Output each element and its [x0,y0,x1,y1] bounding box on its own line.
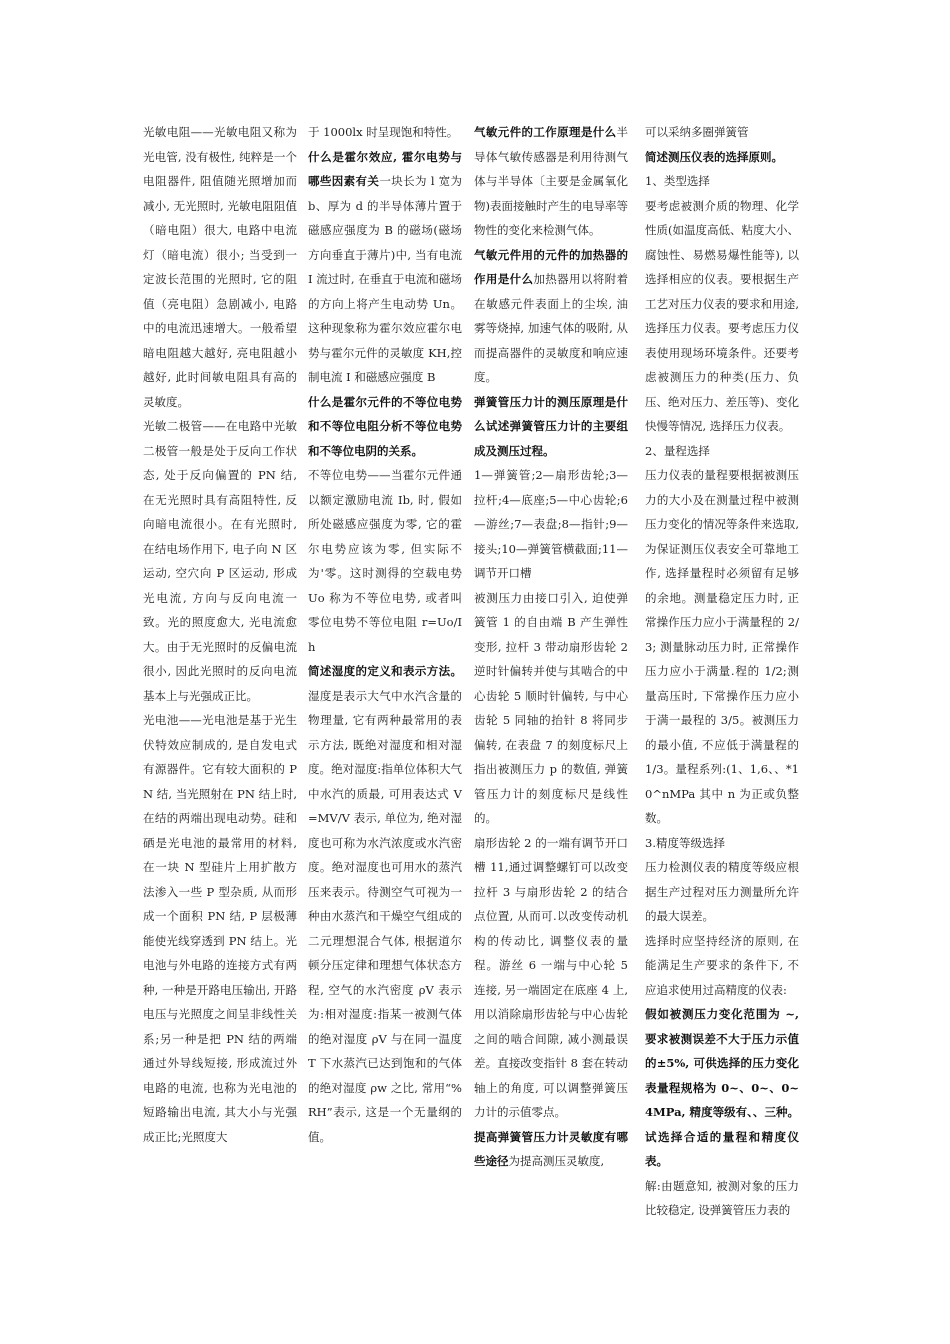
paragraph-text: 1、类型选择 [645,174,710,188]
paragraph [645,463,799,831]
text-column-2 [308,120,462,1149]
paragraph-text: 2、量程选择 [645,443,710,458]
question-heading: 简述测压仪表的选择原则。 [645,149,783,164]
paragraph [474,243,628,390]
paragraph [645,1002,799,1174]
paragraph [308,463,462,659]
paragraph-text: 压力检测仪表的精度等级应根据生产过程对压力测量所允许的最大误差。 [645,860,799,923]
paragraph-text: 3.精度等级选择 [645,835,725,850]
paragraph [645,929,799,1003]
question-heading: 弹簧管压力计的测压原理是什么试述弹簧管压力计的主要组成及测压过程。 [474,394,628,458]
paragraph-text: 要考虑被测介质的物理、化学性质(如温度高低、粘度大小、腐蚀性、易燃易爆性能等), 以选择相应的仪表。要根据生产工艺对压力仪表的要求和用途, 选择压力仪表。要考虑压力仪表使用现场环境条件。还要考虑被测压力的种类(压力、负压、绝对压力、差压等)、变化快慢等情况, 选择压力仪表。 [645,198,799,433]
paragraph-text: 可以采纳多圈弹簧管 [645,125,749,139]
paragraph [474,831,628,1125]
paragraph-text: 加热器用以将附着在敏感元件表面上的尘埃, 油雾等烧掉, 加速气体的吸附, 从而提高器件的灵敏度和响应速度。 [474,272,628,384]
paragraph [645,120,799,145]
paragraph-text: 光敏二极管——在电路中光敏二极管一般是处于反向工作状态, 处于反向偏置的 PN 结, 在无光照时具有高阻特性, 反向暗电流很小。在有光照时, 在结电场作用下, 电子向 N 区运动, 空穴向 P 区运动, 形成光电流, 方向与反向电流一致。光的照度愈大, 光电流愈大。由于无光照时的反偏电流很小, 因此光照时的反向电流基本上与光强成正比。 [143,419,297,703]
paragraph-text: 一块长为 l 宽为 b、厚为 d 的半导体薄片置于磁感应强度为 B 的磁场(磁场方向垂直于薄片)中, 当有电流 I 流过时, 在垂直于电流和磁场的方向上将产生电动势 Un。这种现象称为霍尔效应霍尔电势与霍尔元件的灵敏度 KH,控制电流 I 和磁感应强度 B [308,174,462,384]
paragraph [645,855,799,929]
question-heading: 提高弹簧管压力计灵敏度有哪些途径 [474,1129,628,1168]
paragraph [143,708,297,1149]
paragraph [308,120,462,145]
paragraph [645,831,799,856]
paragraph-text: 于 1000lx 时呈现饱和特性。 [308,125,459,139]
paragraph [308,659,462,1149]
paragraph [645,439,799,464]
question-heading: 简述湿度的定义和表示方法。 [308,664,462,678]
paragraph-text: 光电池——光电池是基于光生伏特效应制成的, 是自发电式有源器件。它有较大面积的 PN 结, 当光照射在 PN 结上时, 在结的两端出现电动势。硅和硒是光电池的最常用的材料, 在一块 N 型硅片上用扩散方法渗入一些 P 型杂质, 从而形成一个面积 PN 结, P 层极薄能使光线穿透到 PN 结上。光电池与外电路的连接方式有两种, 一种是开路电压输出, 开路电压与光照度之间呈非线性关系;另一种是把 PN 结的两端通过外导线短接, 形成流过外电路的电流, 也称为光电池的短路输出电流, 其大小与光强成正比;光照度大 [143,713,297,1144]
paragraph [645,1174,799,1223]
paragraph [474,120,628,243]
paragraph [143,414,297,708]
paragraph [474,586,628,831]
paragraph [308,145,462,390]
paragraph-text: 1—弹簧管;2—扇形齿轮;3—拉杆;4—底座;5—中心齿轮;6—游丝;7—表盘;8—指针;9—接头;10—弹簧管横截面;11—调节开口槽 [474,468,628,580]
paragraph-text: 半导体气敏传感器是利用待测气体与半导体〔主要是金属氧化物)表面接触时产生的电导率等物性的变化来检测气体。 [474,125,628,237]
paragraph [474,1125,628,1174]
paragraph-text: 扇形齿轮 2 的一端有调节开口槽 11,通过调整螺钉可以改变拉杆 3 与扇形齿轮 2 的结合点位置, 从而可.以改变传动机构的传动比, 调整仪表的量程。游丝 6 一端与中心轮 5 连接, 另一端固定在底座 4 上, 用以消除扇形齿轮与中心齿轮之间的啮合间隙, 减小测最误差。直接改变指针 8 套在转动轴上的角度, 可以调整弹簧压力计的示值零点。 [474,835,628,1119]
question-heading: 假如被测压力变化范围为 ~, 要求被测误差不大于压力示值的±5%, 可供选择的压力变化表量程规格为 0~、0~、0~4MPa, 精度等级有、、三种。试选择合适的量程和精度仪表。 [645,1007,799,1168]
paragraph [645,194,799,439]
paragraph [474,390,628,464]
text-column-4 [645,120,799,1223]
paragraph-text: 解:由题意知, 被测对象的压力比较稳定, 设弹簧管压力表的 [645,1178,799,1217]
question-heading: 什么是霍尔元件的不等位电势和不等位电阻分析不等位电势和不等位电阴的关系。 [308,394,462,458]
question-heading: 气敏元件用的元件的加热器的作用是什么 [474,247,628,286]
paragraph-text: 压力仪表的量程要根据被测压力的大小及在测量过程中被测压力变化的情况等条件来选取, 为保证测压仪表安全可靠地工作, 选择量程时必须留有足够的余地。测量稳定压力时, 正常操作压力应小于满量程的 2/3; 测量脉动压力时, 正常操作压力应小于满量.程的 1/2;测量高压时, 下常操作压力应小于满一最程的 3/5。被测压力的最小值, 不应低于满量程的 1/3。量程系列:(1、1,6、、*10^nMPa 其中 n 为正或负整数。 [645,468,799,825]
paragraph [474,463,628,586]
paragraph [308,390,462,464]
paragraph-text: 不等位电势——当霍尔元件通以额定激励电流 Ib, 时, 假如所处磁感应强度为零, 它的霍尔电势应该为零, 但实际不为'零。这时测得的空载电势 Uo 称为不等位电势, 或者叫零位电势不等位电阻 r=Uo/Ih [308,468,462,654]
paragraph-text: 为提高测压灵敏度, [508,1154,605,1168]
paragraph-text: 湿度是表示大气中水汽含量的物理量, 它有两种最常用的表示方法, 既绝对湿度和相对湿度。绝对湿度:指单位体积大气中水汽的质最, 可用表达式 V=MV/V 表示, 单位为, 绝对湿度也可称为水汽浓度或水汽密度。绝对湿度也可用水的蒸汽压来表示。待测空气可视为一种由水蒸汽和干燥空气组成的二元理想混合气体, 根据道尔顿分压定律和理想气体状态方程, 空气的水汽密度 ρV 表示为:相对湿度:指某一被测气体的绝对湿度 ρV 与在同一温度 T 下水蒸汽已达到饱和的气体的绝对湿度 ρw 之比, 常用“%RH”表示, 这是一个无量纲的值。 [308,688,462,1144]
paragraph [143,120,297,414]
paragraph [645,145,799,170]
question-heading: 气敏元件的工作原理是什么 [474,125,617,139]
text-column-1 [143,120,297,1149]
paragraph-text: 光敏电阻——光敏电阻又称为光电管, 没有极性, 纯粹是一个电阻器件, 阻值随光照增加而减小, 无光照时, 光敏电阻阻值（暗电阻）很大, 电路中电流灯（暗电流）很小; 当受到一定波长范围的光照时, 它的阻值（亮电阻）急剧减小, 电路中的电流迅速增大。一般希望暗电阻越大越好, 亮电阻越小越好, 此时间敏电阻具有高的灵敏度。 [143,125,297,409]
paragraph-text: 被测压力由接口引入, 迫使弹簧管 1 的自由端 B 产生弹性变形, 拉杆 3 带动扇形齿轮 2 逆时针偏转并使与其啮合的中心齿轮 5 顺时针偏转, 与中心齿轮 5 同轴的抬针 8 将同步偏转, 在表盘 7 的刻度标尺上指出被测压力 p 的数值, 弹簧管压力计的刻度标尺是线性的。 [474,590,628,825]
paragraph [645,169,799,194]
text-column-3 [474,120,628,1174]
paragraph-text: 选择时应坚持经济的原则, 在能满足生产要求的条件下, 不应追求使用过高精度的仪表: [645,933,799,997]
question-heading: 什么是霍尔效应, 霍尔电势与哪些因素有关 [308,149,462,188]
